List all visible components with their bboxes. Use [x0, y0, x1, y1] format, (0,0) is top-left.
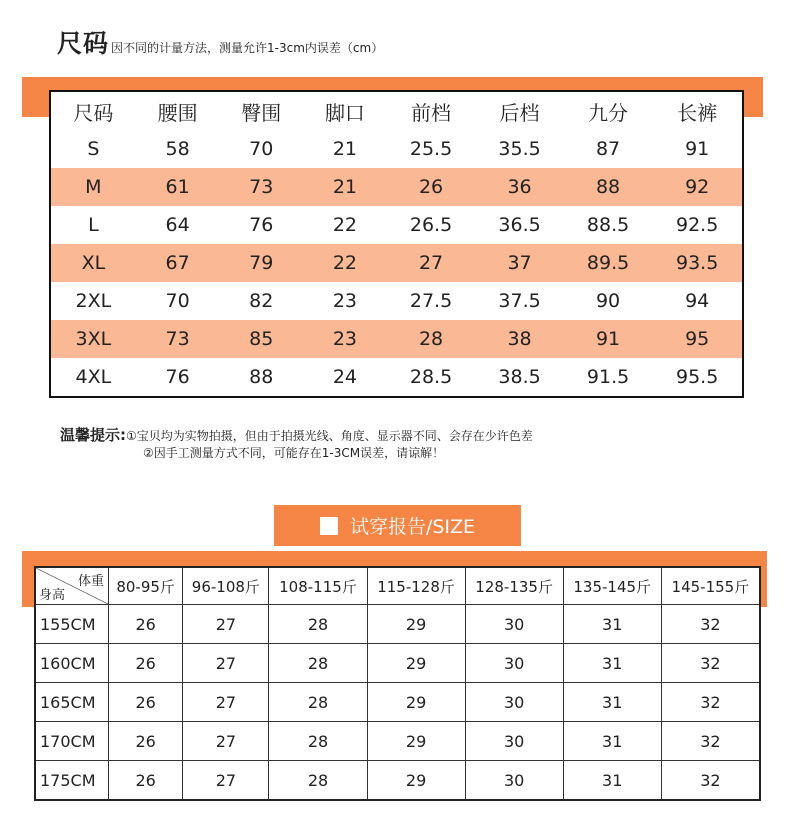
size-cell: 70	[165, 290, 190, 312]
weight-header-cell: 96-108斤	[183, 567, 269, 605]
fit-cell: 31	[563, 761, 661, 801]
fit-row	[35, 644, 760, 683]
tip-line-1: ①宝贝均为实物拍摄，但由于拍摄光线、角度、显示器不同、会存在少许色差	[126, 429, 533, 443]
size-cell: 92.5	[676, 214, 719, 236]
fit-cell: 32	[661, 761, 760, 801]
size-cell: 73	[219, 168, 303, 206]
size-cell: 24	[332, 366, 358, 388]
size-cell: 70	[249, 138, 274, 160]
size-cell: 25.5	[409, 138, 453, 160]
size-table-header	[50, 91, 743, 130]
corner-weight-label: 体重	[77, 574, 104, 589]
weight-header-cell: 128-135斤	[465, 567, 563, 605]
height-cell: 175CM	[35, 761, 109, 801]
size-cell: 95	[652, 320, 743, 358]
size-cell: 79	[219, 244, 303, 282]
fit-row	[35, 761, 760, 801]
size-cell: M	[50, 168, 136, 206]
size-cell: 3XL	[50, 320, 136, 358]
fit-cell: 26	[109, 644, 183, 683]
size-cell: 91	[685, 138, 710, 160]
fit-cell: 27	[183, 761, 269, 801]
size-cell: 22	[303, 244, 387, 282]
header-cell: 脚口	[324, 100, 365, 125]
size-cell: 61	[136, 168, 220, 206]
size-cell: 87	[595, 138, 621, 160]
fit-row	[35, 605, 760, 644]
size-cell: 28	[387, 320, 476, 358]
fit-table	[34, 566, 761, 801]
header-cell: 腰围	[157, 100, 198, 125]
size-cell: S	[87, 138, 100, 160]
fit-cell: 31	[563, 644, 661, 683]
banner-text: 试穿报告/SIZE	[349, 516, 476, 538]
size-row	[50, 168, 743, 206]
header-cell: 臀围	[241, 100, 282, 125]
title-note: 因不同的计量方法，测量允许1-3cm内误差（cm）	[111, 41, 384, 55]
fit-cell: 27	[183, 683, 269, 722]
size-cell: 35.5	[498, 138, 541, 160]
size-cell: 95.5	[676, 366, 719, 388]
size-cell: 91.5	[586, 366, 630, 388]
square-icon	[320, 517, 338, 535]
size-row	[50, 320, 743, 358]
weight-header-cell: 145-155斤	[661, 567, 760, 605]
fit-cell: 31	[563, 722, 661, 761]
size-cell: 26.5	[409, 214, 453, 236]
title-main: 尺码	[57, 29, 110, 58]
size-cell: 88	[249, 366, 274, 388]
fit-cell: 26	[109, 761, 183, 801]
size-cell: 91	[564, 320, 653, 358]
size-row	[50, 244, 743, 282]
size-cell: 88.5	[586, 214, 630, 236]
fit-cell: 32	[661, 683, 760, 722]
fit-cell: 32	[661, 722, 760, 761]
fit-cell: 27	[183, 644, 269, 683]
fit-cell: 29	[367, 683, 465, 722]
size-cell: 23	[303, 320, 387, 358]
fit-report-banner	[274, 505, 521, 546]
size-cell: 94	[685, 290, 710, 312]
height-cell: 170CM	[35, 722, 109, 761]
size-cell: 88	[564, 168, 653, 206]
corner-height-label: 身高	[39, 588, 66, 603]
header-cell: 前档	[411, 100, 452, 125]
size-cell: 76	[165, 366, 190, 388]
header-cell: 九分	[588, 100, 629, 125]
fit-cell: 32	[661, 605, 760, 644]
fit-cell: 26	[109, 722, 183, 761]
size-cell: 89.5	[564, 244, 653, 282]
size-cell: 27	[387, 244, 476, 282]
fit-cell: 32	[661, 644, 760, 683]
tip-label: 温馨提示:	[60, 426, 126, 444]
height-cell: 155CM	[35, 605, 109, 644]
corner-cell	[35, 567, 109, 605]
page-title	[57, 24, 383, 60]
fit-cell: 30	[465, 605, 563, 644]
size-cell: 92	[652, 168, 743, 206]
header-cell: 尺码	[73, 100, 114, 125]
fit-cell: 31	[563, 683, 661, 722]
fit-cell: 29	[367, 722, 465, 761]
size-cell: 73	[136, 320, 220, 358]
size-row	[50, 358, 743, 397]
size-cell: 27.5	[409, 290, 453, 312]
fit-cell: 27	[183, 605, 269, 644]
tip-line-2: ②因手工测量方式不同，可能存在1-3CM误差，请谅解！	[143, 446, 445, 460]
size-cell: XL	[50, 244, 136, 282]
size-cell: 38	[475, 320, 564, 358]
size-table	[49, 90, 744, 398]
header-cell: 后档	[499, 100, 540, 125]
size-cell: 93.5	[652, 244, 743, 282]
fit-cell: 29	[367, 761, 465, 801]
size-cell: 37	[475, 244, 564, 282]
fit-table-header	[35, 567, 760, 605]
size-cell: 64	[165, 214, 190, 236]
fit-cell: 29	[367, 644, 465, 683]
fit-cell: 30	[465, 644, 563, 683]
size-row	[50, 130, 743, 168]
weight-header-cell: 80-95斤	[109, 567, 183, 605]
fit-cell: 26	[109, 683, 183, 722]
size-cell: 4XL	[75, 366, 112, 388]
fit-cell: 28	[269, 722, 367, 761]
weight-header-cell: 135-145斤	[563, 567, 661, 605]
size-cell: 22	[332, 214, 358, 236]
weight-header-cell: 115-128斤	[367, 567, 465, 605]
size-cell: 21	[332, 138, 358, 160]
size-cell: 28.5	[409, 366, 453, 388]
size-cell: 36.5	[498, 214, 541, 236]
fit-cell: 29	[367, 605, 465, 644]
size-cell: 26	[387, 168, 476, 206]
size-cell: 58	[165, 138, 190, 160]
height-cell: 165CM	[35, 683, 109, 722]
fit-cell: 28	[269, 644, 367, 683]
fit-cell: 31	[563, 605, 661, 644]
size-row	[50, 206, 743, 244]
size-cell: 85	[219, 320, 303, 358]
size-cell: 76	[249, 214, 274, 236]
size-cell: 2XL	[75, 290, 112, 312]
fit-cell: 28	[269, 761, 367, 801]
size-cell: 67	[136, 244, 220, 282]
size-cell: 36	[475, 168, 564, 206]
fit-cell: 30	[465, 722, 563, 761]
fit-cell: 28	[269, 605, 367, 644]
size-cell: 82	[249, 290, 274, 312]
size-cell: 21	[303, 168, 387, 206]
fit-row	[35, 722, 760, 761]
header-cell: 长裤	[677, 100, 718, 125]
fit-cell: 26	[109, 605, 183, 644]
size-cell: 23	[332, 290, 358, 312]
fit-cell: 30	[465, 683, 563, 722]
size-cell: 38.5	[498, 366, 541, 388]
size-cell: L	[88, 214, 99, 236]
size-row	[50, 282, 743, 320]
height-cell: 160CM	[35, 644, 109, 683]
fit-row	[35, 683, 760, 722]
tip-block	[60, 427, 533, 462]
fit-cell: 28	[269, 683, 367, 722]
size-cell: 37.5	[498, 290, 541, 312]
fit-cell: 30	[465, 761, 563, 801]
fit-cell: 27	[183, 722, 269, 761]
size-cell: 90	[595, 290, 621, 312]
weight-header-cell: 108-115斤	[269, 567, 367, 605]
